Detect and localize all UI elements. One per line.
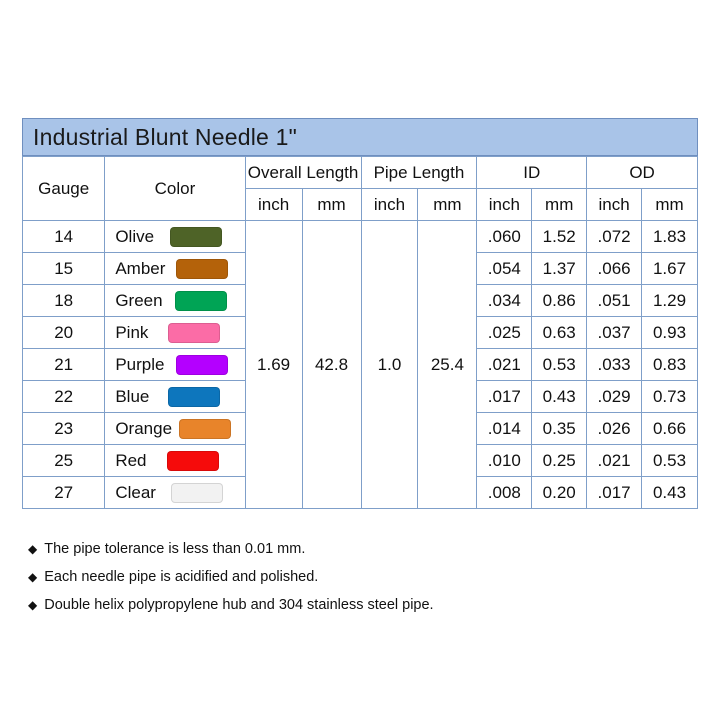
color-label: Clear [115, 482, 156, 502]
cell-id-mm: 1.52 [532, 221, 587, 253]
cell-id-inch: .060 [477, 221, 532, 253]
cell-od-inch: .033 [587, 349, 642, 381]
unit-header-od-mm: mm [642, 189, 698, 221]
note-item [28, 540, 688, 558]
cell-od-inch: .026 [587, 413, 642, 445]
unit-header-id-inch: inch [477, 189, 532, 221]
cell-color [105, 221, 245, 253]
diamond-bullet-icon: ◆ [28, 570, 38, 584]
cell-id-mm: 0.43 [532, 381, 587, 413]
cell-od-inch: .037 [587, 317, 642, 349]
col-header-pipe-length: Pipe Length [361, 157, 477, 189]
cell-color [105, 317, 245, 349]
unit-header-overall-inch: inch [245, 189, 302, 221]
col-header-color: Color [105, 157, 245, 221]
cell-gauge: 14 [23, 221, 105, 253]
cell-od-mm: 0.66 [642, 413, 698, 445]
col-header-od: OD [587, 157, 698, 189]
cell-color [105, 253, 245, 285]
color-label: Green [115, 290, 163, 310]
color-swatch [175, 291, 227, 311]
cell-overall-length-inch: 1.69 [245, 221, 302, 509]
cell-gauge: 22 [23, 381, 105, 413]
cell-id-mm: 0.20 [532, 477, 587, 509]
color-swatch [171, 483, 223, 503]
cell-gauge: 15 [23, 253, 105, 285]
cell-id-inch: .017 [477, 381, 532, 413]
color-swatch [168, 387, 220, 407]
cell-id-inch: .021 [477, 349, 532, 381]
cell-od-inch: .029 [587, 381, 642, 413]
cell-pipe-length-inch: 1.0 [361, 221, 418, 509]
cell-overall-length-mm: 42.8 [302, 221, 361, 509]
cell-color [105, 349, 245, 381]
unit-header-id-mm: mm [532, 189, 587, 221]
cell-color [105, 381, 245, 413]
cell-id-mm: 0.63 [532, 317, 587, 349]
unit-header-od-inch: inch [587, 189, 642, 221]
color-swatch [179, 419, 231, 439]
note-item [28, 596, 688, 614]
diamond-bullet-icon: ◆ [28, 542, 38, 556]
cell-id-mm: 0.25 [532, 445, 587, 477]
unit-header-overall-mm: mm [302, 189, 361, 221]
cell-id-inch: .034 [477, 285, 532, 317]
specification-table [22, 156, 698, 509]
color-label: Amber [115, 258, 166, 278]
col-header-overall-length: Overall Length [245, 157, 361, 189]
page-title: Industrial Blunt Needle 1" [33, 123, 297, 150]
cell-od-mm: 0.83 [642, 349, 698, 381]
cell-od-mm: 0.43 [642, 477, 698, 509]
cell-color [105, 413, 245, 445]
color-label: Red [115, 450, 147, 470]
cell-od-inch: .072 [587, 221, 642, 253]
cell-gauge: 23 [23, 413, 105, 445]
cell-od-mm: 1.67 [642, 253, 698, 285]
color-label: Purple [115, 354, 165, 374]
cell-od-inch: .017 [587, 477, 642, 509]
color-swatch [176, 355, 228, 375]
table-body [23, 221, 698, 509]
cell-od-mm: 0.53 [642, 445, 698, 477]
cell-gauge: 25 [23, 445, 105, 477]
color-swatch [167, 451, 219, 471]
cell-od-mm: 0.73 [642, 381, 698, 413]
cell-id-inch: .008 [477, 477, 532, 509]
cell-id-mm: 1.37 [532, 253, 587, 285]
cell-od-inch: .021 [587, 445, 642, 477]
cell-gauge: 21 [23, 349, 105, 381]
cell-od-mm: 1.83 [642, 221, 698, 253]
unit-header-pipe-mm: mm [418, 189, 477, 221]
cell-od-inch: .051 [587, 285, 642, 317]
cell-color [105, 477, 245, 509]
cell-id-inch: .014 [477, 413, 532, 445]
color-swatch [170, 227, 222, 247]
cell-id-inch: .054 [477, 253, 532, 285]
color-label: Orange [115, 418, 173, 438]
cell-od-inch: .066 [587, 253, 642, 285]
cell-id-mm: 0.35 [532, 413, 587, 445]
cell-color [105, 445, 245, 477]
cell-gauge: 20 [23, 317, 105, 349]
table-header-row-groups [23, 157, 698, 189]
note-text: Each needle pipe is acidified and polished. [44, 569, 319, 585]
table-row [23, 221, 698, 253]
col-header-id: ID [477, 157, 587, 189]
color-swatch [176, 259, 228, 279]
cell-id-inch: .010 [477, 445, 532, 477]
cell-gauge: 27 [23, 477, 105, 509]
title-bar [22, 118, 698, 156]
note-item [28, 568, 688, 586]
cell-id-inch: .025 [477, 317, 532, 349]
cell-id-mm: 0.86 [532, 285, 587, 317]
cell-od-mm: 0.93 [642, 317, 698, 349]
unit-header-pipe-inch: inch [361, 189, 418, 221]
color-label: Olive [115, 226, 155, 246]
note-text: The pipe tolerance is less than 0.01 mm. [44, 541, 306, 557]
cell-color [105, 285, 245, 317]
color-label: Pink [115, 322, 149, 342]
diamond-bullet-icon: ◆ [28, 598, 38, 612]
spec-sheet [22, 118, 698, 509]
note-text: Double helix polypropylene hub and 304 stainless steel pipe. [44, 597, 434, 613]
notes-list [28, 540, 688, 624]
col-header-gauge: Gauge [23, 157, 105, 221]
color-swatch [168, 323, 220, 343]
cell-od-mm: 1.29 [642, 285, 698, 317]
cell-gauge: 18 [23, 285, 105, 317]
color-label: Blue [115, 386, 150, 406]
cell-pipe-length-mm: 25.4 [418, 221, 477, 509]
cell-id-mm: 0.53 [532, 349, 587, 381]
